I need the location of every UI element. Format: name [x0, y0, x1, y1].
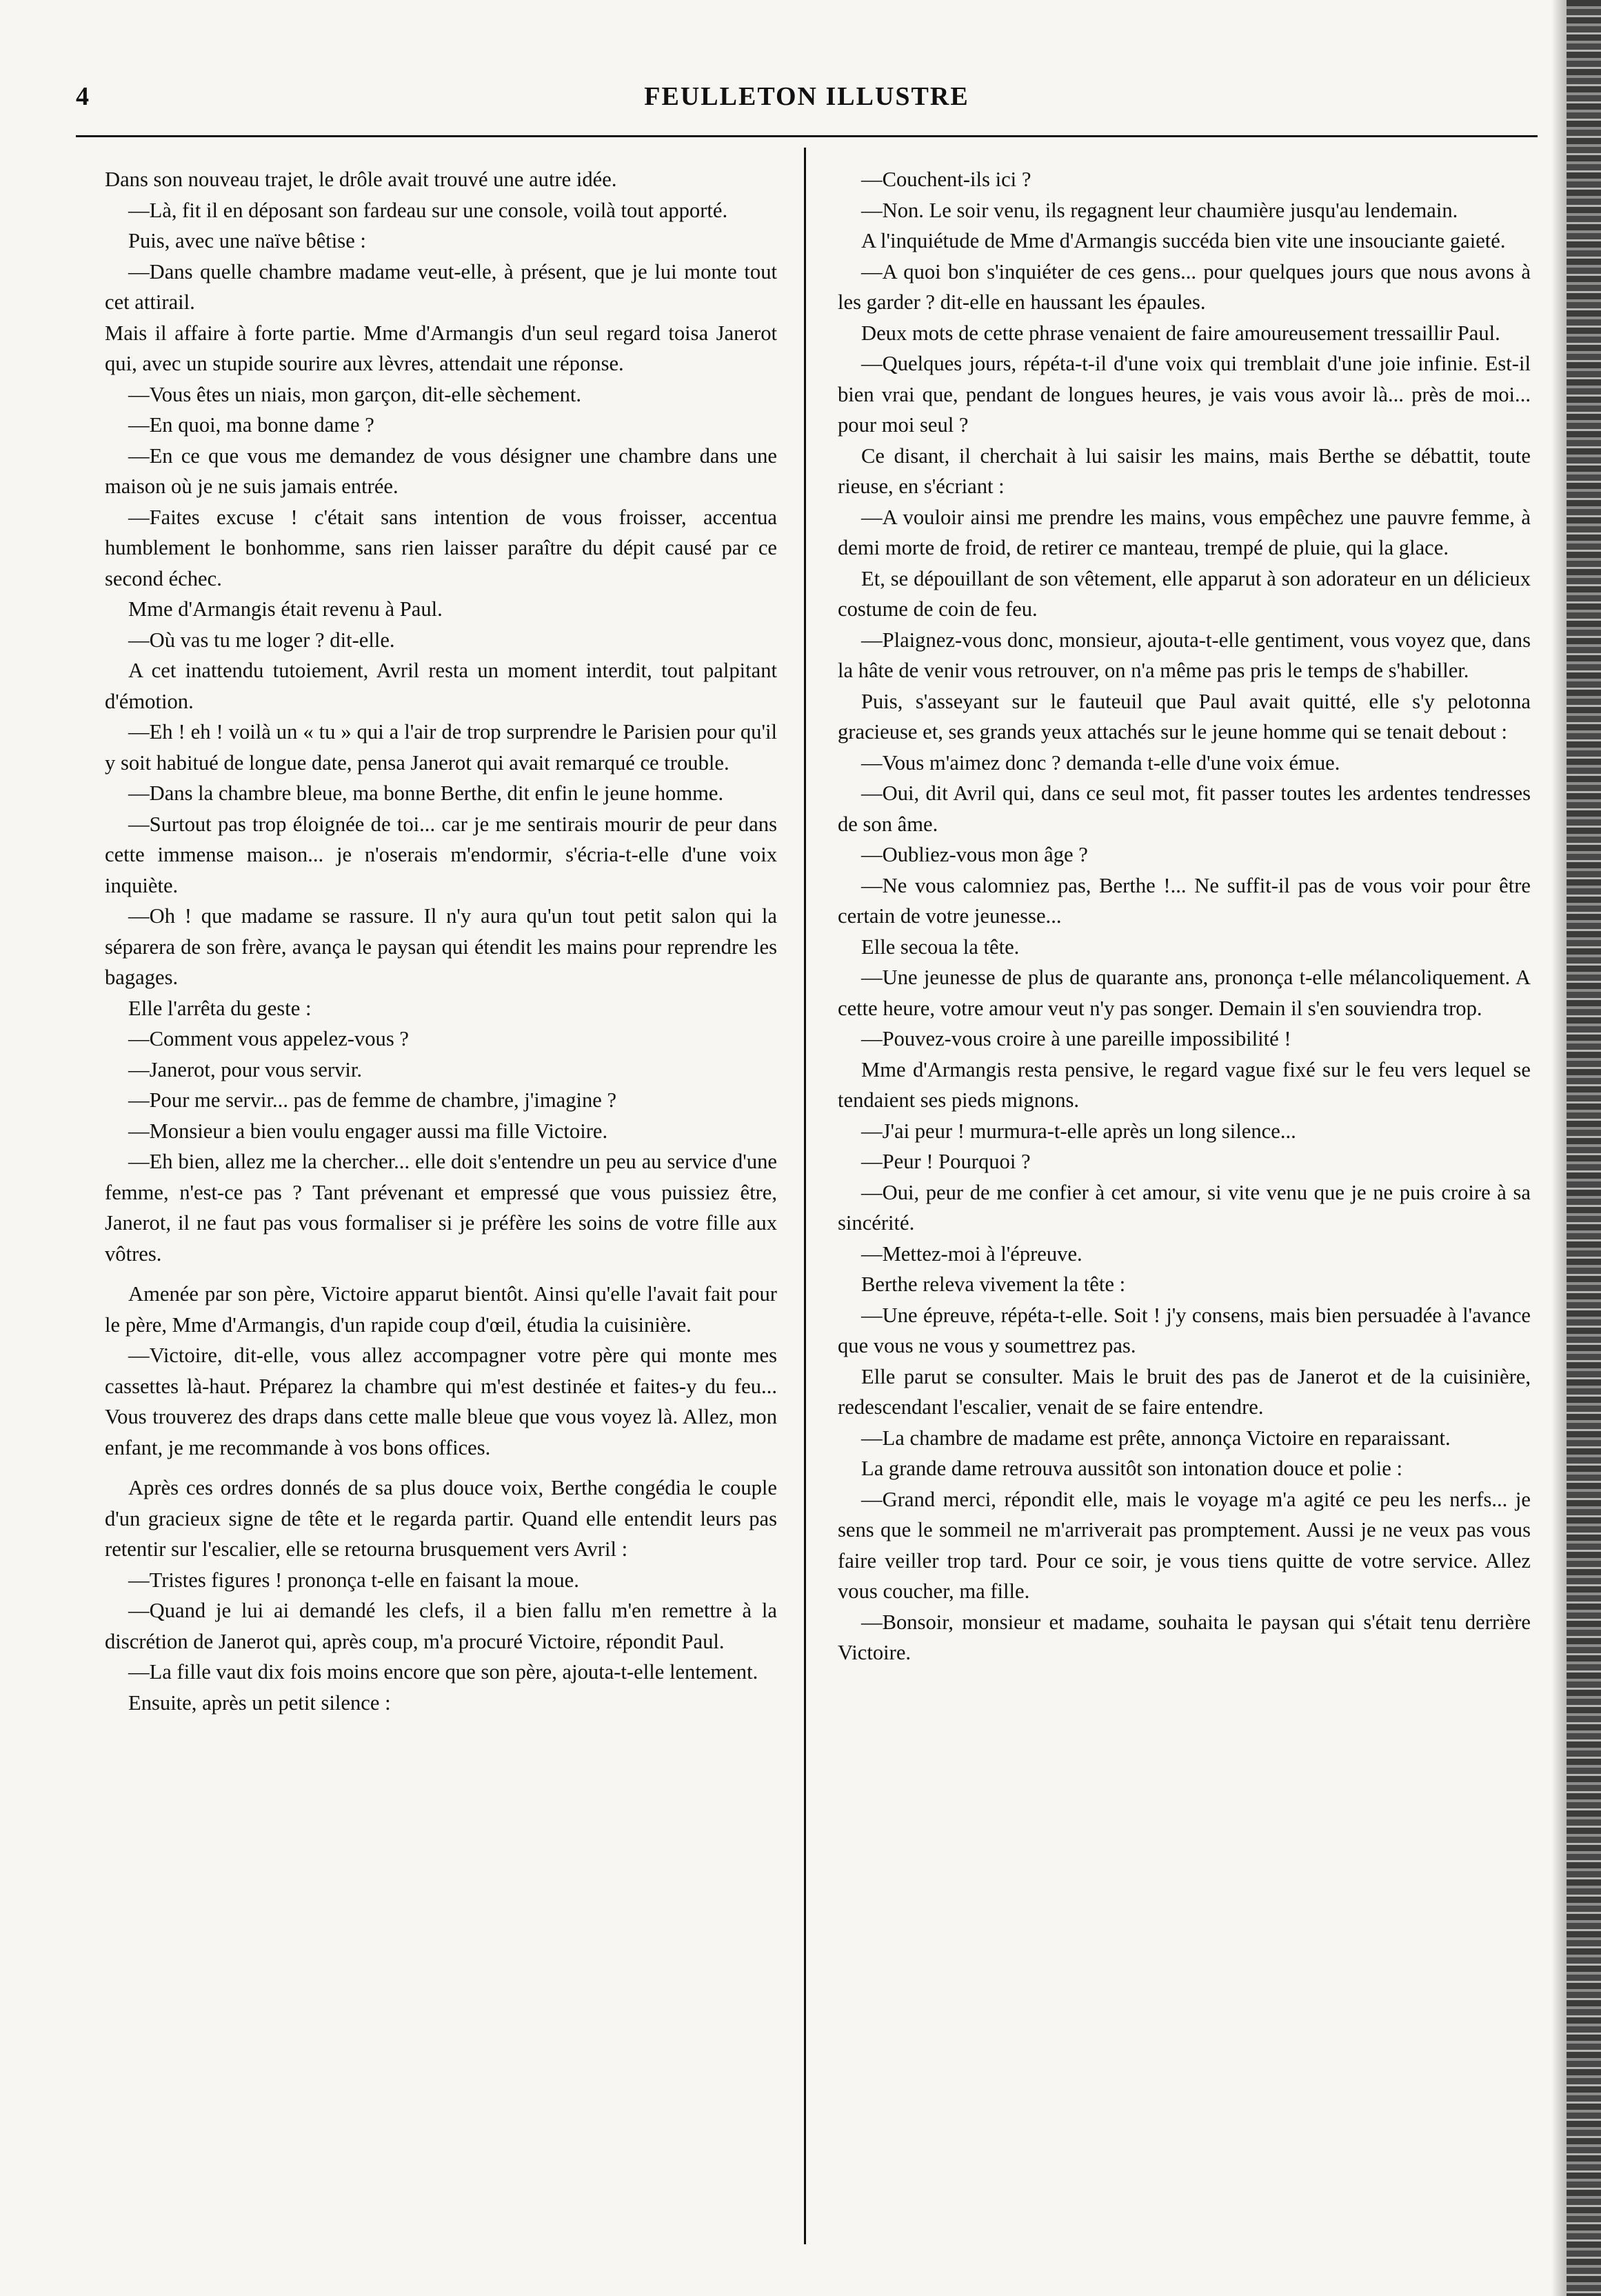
paragraph: —Vous êtes un niais, mon garçon, dit-elle sèchement. [128, 382, 582, 406]
paragraph: —Quelques jours, répéta-t-il d'une voix qui tremblait d'une joie infinie. Est-il bien vrai que, pendant de longues heures, je vais vous avoir là... près de moi... pour moi seul ? [838, 352, 1531, 437]
paragraph: Puis, s'asseyant sur le fauteuil que Paul avait quitté, elle s'y pelotonna gracieuse et, ses grands yeux attachés sur le jeune homme qui se tenait debout : [838, 689, 1531, 743]
paragraph: —Une jeunesse de plus de quarante ans, prononça t-elle mélancoliquement. A cette heure, votre amour veut n'y pas songer. Demain il s'en souviendra trop. [838, 966, 1531, 1020]
paragraph: —Ne vous calomniez pas, Berthe !... Ne suffit-il pas de vous voir pour être certain de votre jeunesse... [838, 873, 1531, 928]
paragraph: —A vouloir ainsi me prendre les mains, vous empêchez une pauvre femme, à demi morte de froid, de retirer ce manteau, trempé de pluie, qui la glace. [838, 505, 1531, 559]
paragraph: —Comment vous appelez-vous ? [128, 1027, 409, 1050]
paragraph: —Mettez-moi à l'épreuve. [861, 1241, 1083, 1266]
paragraph: —Oui, dit Avril qui, dans ce seul mot, fit passer toutes les ardentes tendresses de son âme. [838, 781, 1531, 836]
paragraph: —Bonsoir, monsieur et madame, souhaita le paysan qui s'était tenu derrière Victoire. [838, 1610, 1531, 1664]
paragraph: —Eh ! eh ! voilà un « tu » qui a l'air de trop surprendre le Parisien pour qu'il y soit habitué de longue date, pensa Janerot qui avait remarqué ce trouble. [105, 720, 777, 775]
header-rule [76, 135, 1538, 137]
paragraph: A l'inquiétude de Mme d'Armangis succéda bien vite une insouciante gaieté. [861, 229, 1506, 252]
paragraph: —Dans quelle chambre madame veut-elle, à présent, que je lui monte tout cet attirail. [105, 259, 777, 314]
paragraph: Après ces ordres donnés de sa plus douce voix, Berthe congédia le couple d'un gracieux signe de tête et le regarda partir. Quand elle entendit leurs pas retentir sur l'escalier, elle se retourna brusquement vers Avril : [105, 1476, 777, 1561]
paragraph: —Pour me servir... pas de femme de chambre, j'imagine ? [128, 1088, 617, 1112]
binding-shadow [1551, 0, 1567, 2296]
paragraph: Mme d'Armangis était revenu à Paul. [128, 597, 443, 621]
paragraph: —Pouvez-vous croire à une pareille impossibilité ! [861, 1027, 1291, 1050]
paragraph: —Là, fit il en déposant son fardeau sur une console, voilà tout apporté. [128, 198, 728, 222]
paragraph: —A quoi bon s'inquiéter de ces gens... pour quelques jours que nous avons à les garder ? dit-elle en haussant les épaules. [838, 259, 1531, 314]
paragraph: Dans son nouveau trajet, le drôle avait trouvé une autre idée. [105, 168, 617, 191]
paragraph: —Vous m'aimez donc ? demanda t-elle d'une voix émue. [861, 750, 1340, 775]
paragraph: Deux mots de cette phrase venaient de faire amoureusement tressaillir Paul. [861, 321, 1500, 345]
paragraph: —Où vas tu me loger ? dit-elle. [128, 628, 395, 652]
column-divider [804, 148, 806, 2244]
paragraph: —Victoire, dit-elle, vous allez accompagner votre père qui monte mes cassettes là-haut. Préparez la chambre qui m'est destinée et faites-y du feu... Vous trouverez des draps dans cette malle bleue que vous voyez là. Allez, mon enfant, je me recommande à vos bons offices. [105, 1344, 777, 1459]
paragraph: —Une épreuve, répéta-t-elle. Soit ! j'y consens, mais bien persuadée à l'avance que vous ne vous y soumettrez pas. [838, 1303, 1531, 1357]
paragraph: —Couchent-ils ici ? [861, 168, 1031, 191]
paragraph: —Oh ! que madame se rassure. Il n'y aura qu'un tout petit salon qui la séparera de son frère, avança le paysan qui étendit les mains pour reprendre les bagages. [105, 904, 777, 989]
paragraph: Elle parut se consulter. Mais le bruit des pas de Janerot et de la cuisinière, redescendant l'escalier, venait de se faire entendre. [838, 1364, 1531, 1419]
paragraph: —Grand merci, répondit elle, mais le voyage m'a agité ce peu les nerfs... je sens que le sommeil ne m'arriverait pas promptement. Aussi je ne veux pas vous faire veiller trop tard. Pour ce soir, je vous tiens quitte de votre service. Allez vous coucher, ma fille. [838, 1487, 1531, 1603]
paragraph: —Plaignez-vous donc, monsieur, ajouta-t-elle gentiment, vous voyez que, dans la hâte de venir vous retrouver, on n'a même pas pris le temps de s'habiller. [838, 628, 1531, 682]
page-number: 4 [76, 82, 89, 111]
paragraph: Ce disant, il cherchait à lui saisir les mains, mais Berthe se débattit, toute rieuse, en s'écriant : [838, 443, 1531, 498]
paragraph: —Eh bien, allez me la chercher... elle doit s'entendre un peu au service d'une femme, n'est-ce pas ? Tant prévenant et empressé que vous puissiez être, Janerot, il ne faut pas vous formaliser si je préfère les soins de votre fille aux vôtres. [105, 1150, 777, 1266]
paragraph: Mme d'Armangis resta pensive, le regard vague fixé sur le feu vers lequel se tendaient ses pieds mignons. [838, 1057, 1531, 1112]
paragraph: Puis, avec une naïve bêtise : [128, 229, 366, 252]
scanned-binding-edge [1567, 0, 1601, 2296]
paragraph: Berthe releva vivement la tête : [861, 1272, 1126, 1296]
right-column [838, 164, 1531, 1668]
paragraph: Amenée par son père, Victoire apparut bientôt. Ainsi qu'elle l'avait fait pour le père, Mme d'Armangis, d'un rapide coup d'œil, étudia la cuisinière. [105, 1282, 777, 1337]
paragraph: —Non. Le soir venu, ils regagnent leur chaumière jusqu'au lendemain. [861, 198, 1458, 222]
paragraph: —Oubliez-vous mon âge ? [861, 843, 1088, 866]
paragraph: —En ce que vous me demandez de vous désigner une chambre dans une maison où je ne suis jamais entrée. [105, 443, 777, 498]
paragraph: La grande dame retrouva aussitôt son intonation douce et polie : [861, 1457, 1403, 1480]
paragraph: Et, se dépouillant de son vêtement, elle apparut à son adorateur en un délicieux costume de coin de feu. [838, 566, 1531, 621]
paragraph: —Janerot, pour vous servir. [128, 1057, 363, 1081]
page-header [76, 81, 1538, 126]
paragraph: Mais il affaire à forte partie. Mme d'Armangis d'un seul regard toisa Janerot qui, avec un stupide sourire aux lèvres, attendait une réponse. [105, 321, 777, 375]
paragraph: A cet inattendu tutoiement, Avril resta un moment interdit, tout palpitant d'émotion. [105, 659, 777, 713]
paragraph: —La chambre de madame est prête, annonça Victoire en reparaissant. [861, 1426, 1451, 1450]
paragraph: —Surtout pas trop éloignée de toi... car je me sentirais mourir de peur dans cette immense maison... je n'oserais m'endormir, s'écria-t-elle d'une voix inquiète. [105, 812, 777, 897]
left-column [105, 164, 777, 1718]
paragraph: —En quoi, ma bonne dame ? [128, 413, 374, 437]
paragraph: —Monsieur a bien voulu engager aussi ma fille Victoire. [128, 1119, 608, 1143]
paragraph: —La fille vaut dix fois moins encore que son père, ajouta-t-elle lentement. [128, 1660, 758, 1684]
paragraph: Elle l'arrêta du geste : [128, 996, 312, 1020]
paragraph: Ensuite, après un petit silence : [128, 1690, 391, 1715]
paragraph: —Faites excuse ! c'était sans intention de vous froisser, accentua humblement le bonhomme, sans rien laisser paraître du dépit causé par ce second échec. [105, 505, 777, 590]
running-title: FEULLETON ILLUSTRE [644, 82, 969, 111]
paragraph: —Quand je lui ai demandé les clefs, il a bien fallu m'en remettre à la discrétion de Janerot qui, après coup, m'a procuré Victoire, répondit Paul. [105, 1599, 777, 1653]
paragraph: —Dans la chambre bleue, ma bonne Berthe, dit enfin le jeune homme. [128, 781, 724, 805]
paragraph: —Tristes figures ! prononça t-elle en faisant la moue. [128, 1568, 579, 1592]
paragraph: —Oui, peur de me confier à cet amour, si vite venu que je ne puis croire à sa sincérité. [838, 1180, 1531, 1235]
paragraph: —Peur ! Pourquoi ? [861, 1150, 1031, 1173]
paragraph: —J'ai peur ! murmura-t-elle après un long silence... [861, 1119, 1296, 1143]
paragraph: Elle secoua la tête. [861, 935, 1020, 959]
